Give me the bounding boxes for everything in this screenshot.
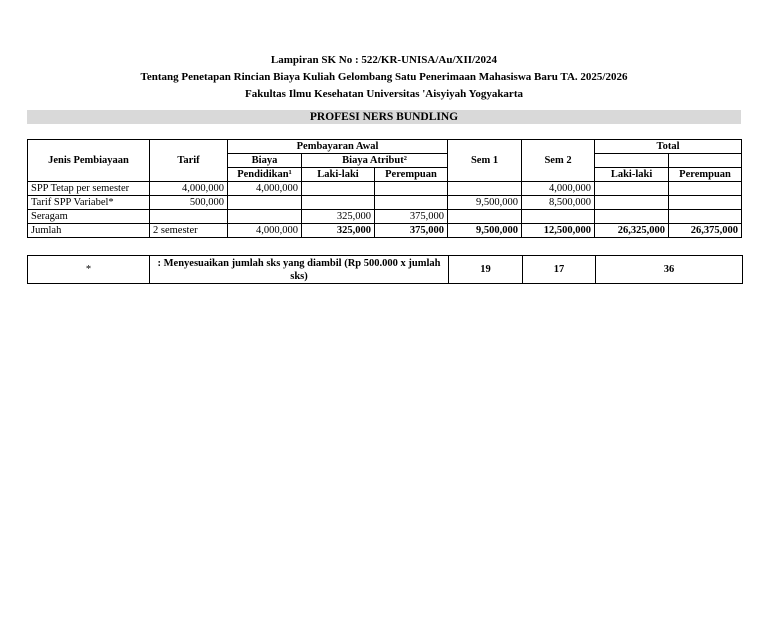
cell: SPP Tetap per semester bbox=[28, 182, 150, 196]
header-biaya-pendidikan-1: Biaya bbox=[228, 154, 302, 168]
header-total-perempuan: Perempuan bbox=[669, 168, 742, 182]
cell: 325,000 bbox=[302, 224, 375, 238]
header-line-1: Lampiran SK No : 522/KR-UNISA/Au/XII/2024 bbox=[270, 54, 498, 66]
cell: 2 semester bbox=[150, 224, 228, 238]
cell: 9,500,000 bbox=[448, 224, 522, 238]
cell: 4,000,000 bbox=[228, 182, 302, 196]
header-tarif: Tarif bbox=[150, 140, 228, 182]
cell bbox=[669, 210, 742, 224]
document-header bbox=[0, 52, 768, 103]
cell: 12,500,000 bbox=[522, 224, 595, 238]
note-sem1: 19 bbox=[449, 256, 523, 284]
header-total-blank-1 bbox=[595, 154, 669, 168]
cell: 4,000,000 bbox=[228, 224, 302, 238]
cell: 9,500,000 bbox=[448, 196, 522, 210]
header-total-blank-2 bbox=[669, 154, 742, 168]
cell: Seragam bbox=[28, 210, 150, 224]
cell: 375,000 bbox=[375, 224, 448, 238]
total-row bbox=[28, 224, 742, 238]
cell bbox=[302, 182, 375, 196]
cell bbox=[669, 182, 742, 196]
table-row bbox=[28, 196, 742, 210]
cell: 26,375,000 bbox=[669, 224, 742, 238]
header-sem2: Sem 2 bbox=[522, 140, 595, 182]
cell bbox=[669, 196, 742, 210]
header-laki: Laki-laki bbox=[302, 168, 375, 182]
table-row bbox=[28, 210, 742, 224]
header-line-2: Tentang Penetapan Rincian Biaya Kuliah Gelombang Satu Penerimaan Mahasiswa Baru TA. 2025/2026 bbox=[140, 71, 628, 83]
cell bbox=[150, 210, 228, 224]
header-pembayaran-awal: Pembayaran Awal bbox=[228, 140, 448, 154]
header-sem1: Sem 1 bbox=[448, 140, 522, 182]
table-row bbox=[28, 182, 742, 196]
cell: 4,000,000 bbox=[150, 182, 228, 196]
cell bbox=[448, 182, 522, 196]
cell bbox=[375, 182, 448, 196]
cell: 500,000 bbox=[150, 196, 228, 210]
cell: 4,000,000 bbox=[522, 182, 595, 196]
header-total-laki: Laki-laki bbox=[595, 168, 669, 182]
note-row bbox=[28, 256, 743, 284]
cell bbox=[448, 210, 522, 224]
header-jenis: Jenis Pembiayaan bbox=[28, 140, 150, 182]
note-sem2: 17 bbox=[523, 256, 596, 284]
cell: 8,500,000 bbox=[522, 196, 595, 210]
note-table bbox=[27, 255, 743, 284]
cell: 26,325,000 bbox=[595, 224, 669, 238]
header-biaya-atribut: Biaya Atribut² bbox=[302, 154, 448, 168]
cell bbox=[302, 196, 375, 210]
cell bbox=[595, 182, 669, 196]
header-line-3: Fakultas Ilmu Kesehatan Universitas 'Aisyiyah Yogyakarta bbox=[245, 88, 523, 100]
fee-table bbox=[27, 139, 742, 238]
cell: Jumlah bbox=[28, 224, 150, 238]
cell bbox=[595, 196, 669, 210]
cell: 375,000 bbox=[375, 210, 448, 224]
cell bbox=[228, 210, 302, 224]
cell bbox=[595, 210, 669, 224]
header-total: Total bbox=[595, 140, 742, 154]
cell bbox=[375, 196, 448, 210]
cell: 325,000 bbox=[302, 210, 375, 224]
note-text: : Menyesuaikan jumlah sks yang diambil (Rp 500.000 x jumlah sks) bbox=[150, 256, 449, 284]
header-perempuan: Perempuan bbox=[375, 168, 448, 182]
note-symbol: * bbox=[28, 256, 150, 284]
section-title: PROFESI NERS BUNDLING bbox=[27, 110, 741, 124]
cell bbox=[522, 210, 595, 224]
cell bbox=[228, 196, 302, 210]
header-biaya-pendidikan-2: Pendidikan¹ bbox=[228, 168, 302, 182]
cell: Tarif SPP Variabel* bbox=[28, 196, 150, 210]
note-total: 36 bbox=[596, 256, 743, 284]
